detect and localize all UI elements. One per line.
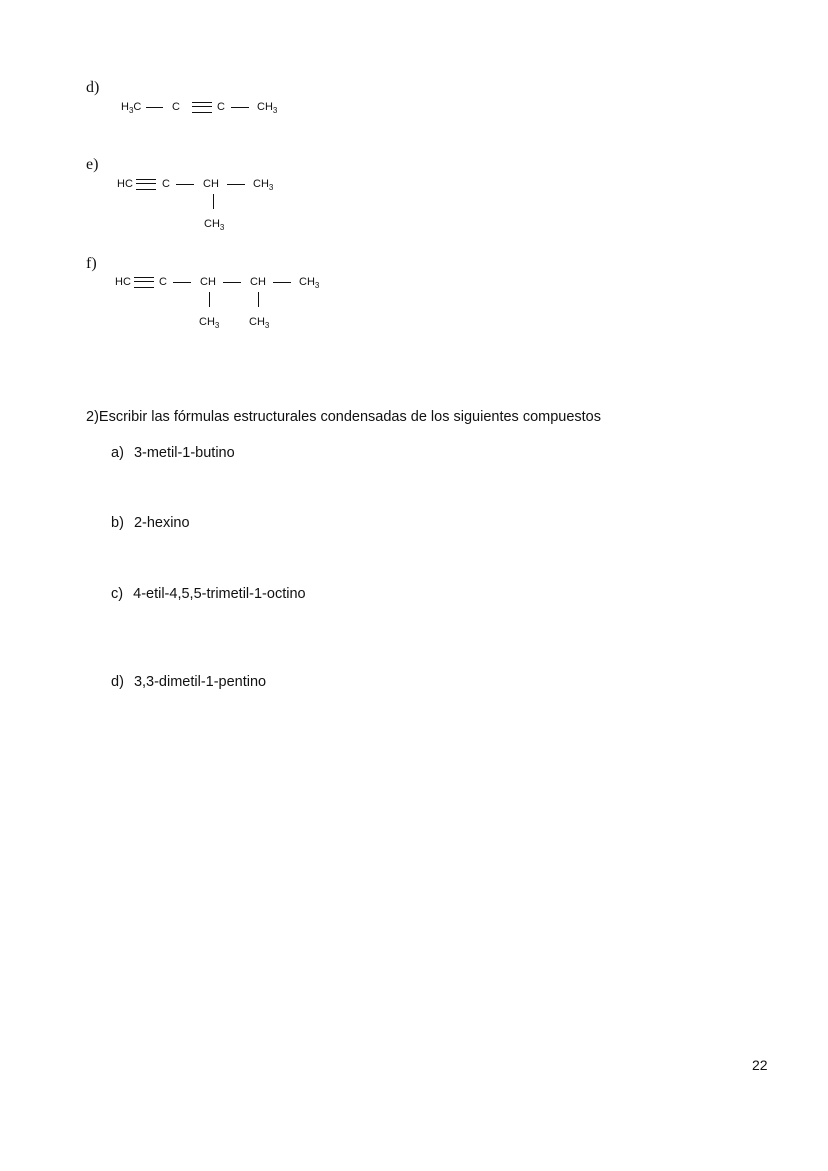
item-letter: b) xyxy=(111,515,124,531)
formula-f-ch3-right: $CH_3$ xyxy=(299,276,320,290)
exercise-2-item-a xyxy=(111,445,235,461)
formula-e-label: e) xyxy=(86,156,99,173)
formula-f-vertical-bond-2 xyxy=(258,292,259,307)
formula-f-ch2: CH xyxy=(250,276,266,288)
formula-f-vertical-bond-1 xyxy=(209,292,210,307)
formula-f-ch3-below-2: $CH_3$ xyxy=(249,316,270,330)
exercise-2-item-b xyxy=(111,515,190,531)
formula-f-ch1: CH xyxy=(200,276,216,288)
formula-e-hc: HC xyxy=(117,178,133,190)
formula-d-h3c: $H_3C$ xyxy=(121,101,142,115)
formula-f-c: C xyxy=(159,276,167,288)
formula-d-single-bond-2 xyxy=(231,107,249,108)
formula-e-single-bond-2 xyxy=(227,184,245,185)
item-text: 3-metil-1-butino xyxy=(133,445,235,461)
formula-e-ch3-right: $CH_3$ xyxy=(253,178,274,192)
formula-e-ch3-below: $CH_3$ xyxy=(204,218,225,232)
formula-d-c1: C xyxy=(172,101,180,113)
formula-e-single-bond-1 xyxy=(176,184,194,185)
formula-f-label: f) xyxy=(86,255,97,272)
formula-d-label: d) xyxy=(86,79,100,96)
formula-f-triple-bond xyxy=(134,277,154,288)
formula-e-ch: CH xyxy=(203,178,219,190)
page-number: 22 xyxy=(752,1057,768,1073)
formula-e-vertical-bond xyxy=(213,194,214,209)
formula-f-single-bond-1 xyxy=(173,282,191,283)
formula-f-single-bond-3 xyxy=(273,282,291,283)
formula-d-triple-bond xyxy=(192,102,212,113)
item-text: 4-etil-4,5,5-trimetil-1-octino xyxy=(133,586,306,602)
formula-f-ch3-below-1: $CH_3$ xyxy=(199,316,220,330)
formula-f-hc: HC xyxy=(115,276,131,288)
formula-d-ch3: $CH_3$ xyxy=(257,101,278,115)
formula-e-triple-bond xyxy=(136,179,156,190)
formula-e-c: C xyxy=(162,178,170,190)
formula-d-single-bond-1 xyxy=(146,107,163,108)
item-text: 3,3-dimetil-1-pentino xyxy=(133,674,267,690)
exercise-2-item-d xyxy=(111,674,266,690)
exercise-2-item-c xyxy=(111,586,306,602)
item-letter: a) xyxy=(111,445,124,461)
formula-f-single-bond-2 xyxy=(223,282,241,283)
item-text: 2-hexino xyxy=(133,515,190,531)
item-letter: c) xyxy=(111,586,124,602)
formula-d-c2: C xyxy=(217,101,225,113)
exercise-2-heading: 2)Escribir las fórmulas estructurales condensadas de los siguientes compuestos xyxy=(86,409,601,425)
item-letter: d) xyxy=(111,674,124,690)
